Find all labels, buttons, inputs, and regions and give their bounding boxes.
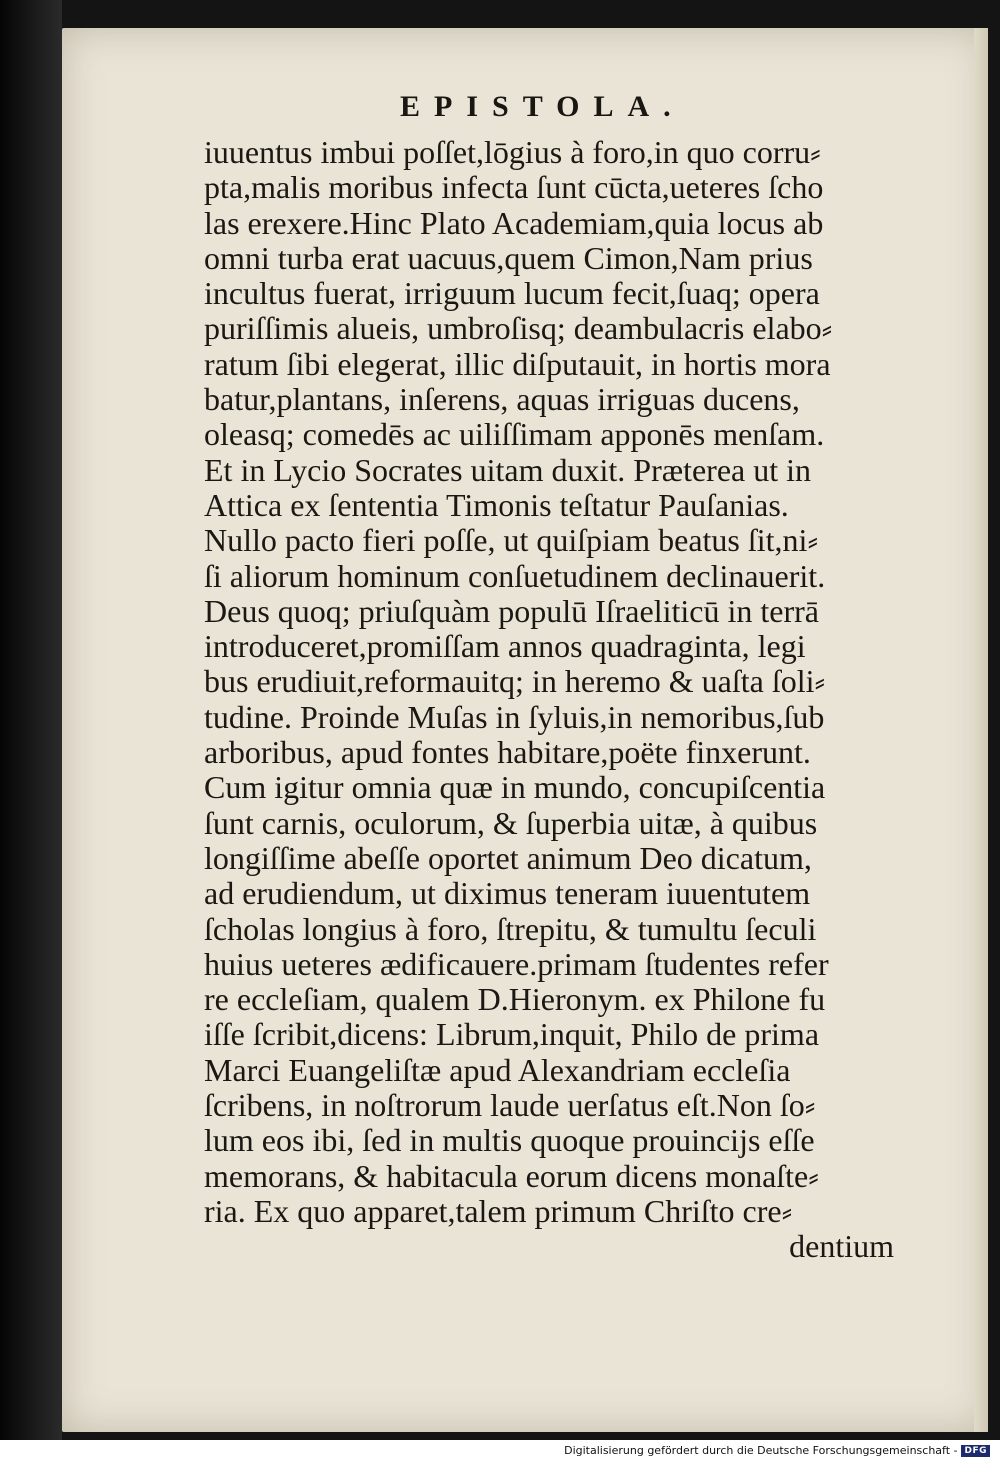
text-line: tudine. Proinde Muſas in ſyluis,in nemoribus,ſub (204, 698, 825, 735)
text-line: longiſſime abeſſe oportet animum Deo dicatum, (204, 839, 812, 876)
text-line: ſi aliorum hominum conſuetudinem declinauerit. (204, 557, 826, 594)
text-line: ratum ſibi elegerat, illic diſputauit, in hortis mora (204, 345, 831, 382)
text-line: omni turba erat uacuus,quem Cimon,Nam prius (204, 239, 813, 276)
text-line: Deus quoq; priuſquàm populū Iſraeliticū in terrā (204, 592, 819, 629)
digitization-credit (564, 1444, 990, 1457)
book-spine (0, 0, 62, 1440)
text-line: Cum igitur omnia quæ in mundo, concupiſcentia (204, 769, 826, 806)
text-line: pta,malis moribus infecta ſunt cūcta,ueteres ſcho (204, 169, 824, 206)
text-line: Et in Lycio Socrates uitam duxit. Præterea ut in (204, 451, 811, 488)
text-line: bus erudiuit,reformauitq; in heremo & uaſta ſoli⸗ (204, 663, 826, 700)
text-line: las erexere.Hinc Plato Academiam,quia locus ab (204, 204, 824, 241)
text-line: arboribus, apud fontes habitare,poëte finxerunt. (204, 734, 811, 771)
text-line: re eccleſiam, qualem D.Hieronym. ex Philone fu (204, 981, 826, 1018)
text-line: ſcholas longius à foro, ſtrepitu, & tumultu ſeculi (204, 910, 817, 947)
text-line: iſſe ſcribit,dicens: Librum,inquit, Philo de prima (204, 1016, 820, 1053)
text-line: oleasq; comedēs ac uiliſſimam apponēs menſam. (204, 416, 825, 453)
body-text (204, 135, 904, 1265)
text-line: huius ueteres ædificauere.primam ſtudentes refer (204, 945, 829, 982)
running-title: EPISTOLA. (400, 90, 685, 123)
text-line: lum eos ibi, ſed in multis quoque prouincijs eſſe (204, 1122, 815, 1159)
text-line: ad erudiendum, ut diximus teneram iuuentutem (204, 875, 811, 912)
text-line: ſcribens, in noſtrorum laude uerſatus eſt.Non ſo⸗ (204, 1087, 816, 1124)
text-line: ſunt carnis, oculorum, & ſuperbia uitæ, à quibus (204, 804, 818, 841)
text-line: puriſſimis alueis, umbroſisq; deambulacris elabo⸗ (204, 310, 833, 347)
dfg-logo: DFG (961, 1445, 990, 1457)
text-line: ria. Ex quo apparet,talem primum Chriſto cre⸗ (204, 1192, 793, 1229)
catchword: dentium (789, 1228, 894, 1265)
page-edge (974, 28, 988, 1432)
text-line: Nullo pacto fieri poſſe, ut quiſpiam beatus ſit,ni⸗ (204, 522, 819, 559)
text-line: Attica ex ſententia Timonis teſtatur Pauſanias. (204, 486, 789, 523)
text-line: memorans, & habitacula eorum dicens monaſte⸗ (204, 1157, 819, 1194)
text-line: incultus fuerat, irriguum lucum fecit,ſuaq; opera (204, 275, 820, 312)
text-line: introduceret,promiſſam annos quadraginta, legi (204, 628, 806, 665)
text-line: iuuentus imbui poſſet,lōgius à foro,in quo corru⸗ (204, 134, 821, 170)
text-line: Marci Euangeliſtæ apud Alexandriam eccleſia (204, 1051, 791, 1088)
credit-text: Digitalisierung gefördert durch die Deutsche Forschungsgemeinschaft - (564, 1444, 958, 1457)
text-line: batur,plantans, inſerens, aquas irriguas ducens, (204, 381, 800, 418)
